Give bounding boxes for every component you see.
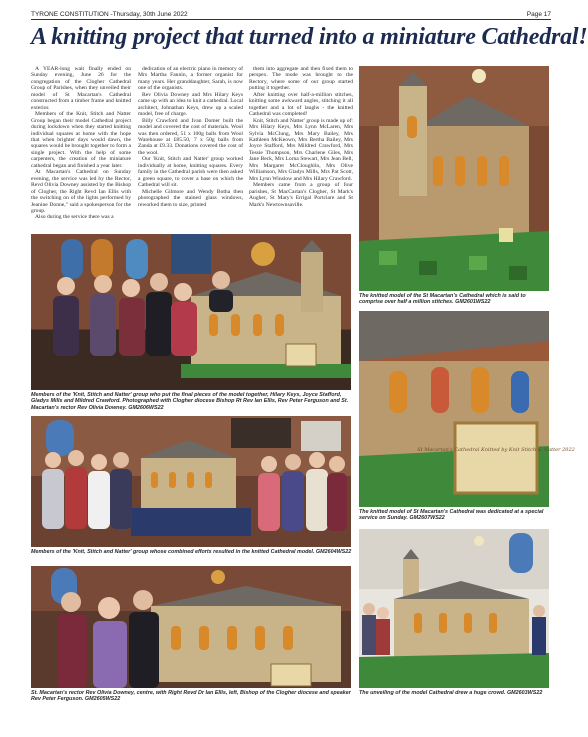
article-column-2 (138, 66, 243, 232)
article-paragraph: Also during the service there was a (35, 214, 114, 221)
article-headline: A knitting project that turned into a miniature Cathedral! (31, 24, 588, 50)
photo-caption: The knitted model of the St Macartan's Cathedral which is said to comprise over half a million stitches. GM2601WS22 (359, 293, 526, 306)
photo-model-cathedral (359, 66, 549, 291)
article-paragraph: Members of the Knit, Stitch and Natter Group began their model Cathedral project during lockdown when they started knitting individual squares at home with the hope that when brighter days would dawn, the squares would be brought together to form a single project. With the help of some carpenters, the creation of the miniature cathedral began and finished a year later. (31, 111, 131, 169)
photo-caption: St. Macartan's rector Rev Olivia Downey, centre, with Right Revd Dr Ian Ellis, left, Bishop of the Clogher diocese and speaker Rev Peter Ferguson. GM2605WS22 (31, 690, 351, 703)
article-paragraph: A YEAR-long wait finally ended on Sunday evening, June 26 for the congregation of the Clogher Cathedral Group of Parishes, when they unveiled their model of St Macartan's Cathedral constructed from a timber frame and knitted exterior. (31, 66, 131, 111)
photo-rector-and-bishop (31, 566, 351, 688)
article-paragraph: Michelle Gilmore and Wendy Botha then photographed the stained glass windows, reworked them to size, printed (138, 188, 243, 208)
photo-caption: The unveiling of the model Cathedral drew a huge crowd. GM2603WS22 (359, 690, 543, 696)
article-column-3 (249, 66, 353, 232)
masthead-page-number: Page 17 (526, 11, 551, 18)
article-paragraph: At Macartan's Cathedral on Sunday evening, the service was led by the Rector, Revd Olivia Downey assisted by the Bishop of Clogher, the Right Revd Ian Ellis with the switching on of the lights performed by Jeanine Donne," said a spokesperson for the group. (31, 169, 131, 214)
masthead-publication: TYRONE CONSTITUTION -Thursday, 30th June 2022 (31, 11, 188, 18)
article-paragraph: Billy Crawford and Ivan Domer built the model and covered the cost of materials. Wool was then ordered, 51 x 100g balls from Wool Warehouse at £85.50, 7 x 50g balls from Zanda at £9.33. Donations covered the cost of the wool. (138, 117, 243, 156)
article-paragraph: Knit, Stitch and Natter' group is made up of: Mrs Hilary Keys, Mrs Lynn McLaren, Mrs Sylvia McClung, Mrs Mary Bailey, Mrs Kathleen McKeown, Mrs Bertha Bailey, Mrs Joyce Stafford, Mrs Mildred Crawford, Mrs Tessie Thompson, Mrs Charlene Giles, Mrs Jane Beck, Mrs Lorna Stewart, Mrs Jean Bell, Mrs Margaret McCloughlin, Mrs Olive Williamson, Mrs Gladys Mills, Mrs Pat Scott, Mrs Lynn Winslow and Mrs Hilary Crawford. (249, 117, 353, 182)
photo-unveiling-crowd (359, 529, 549, 688)
article-paragraph: After knitting over half-a-million stitches, knitting some awkward angles, stitching it all together and a lot of laughs - the knitted Cathedral was completed! (249, 91, 353, 118)
article-paragraph: Rev Olivia Downey and Mrs Hilary Keys came up with an idea to knit a cathedral. Local architect, Johnathan Keys, drew up a scaled model, free of charge. (138, 91, 243, 118)
photo-caption: Members of the 'Knit, Stitch and Natter' group whose combined efforts resulted in the knitted Cathedral model. GM2604WS22 (31, 549, 352, 555)
article-paragraph: dedication of an electric piano in memory of Mrs Martha Fannin, a former organist for many years. Her granddaughter, Sarah, is now one of the organists. (138, 66, 243, 92)
photo-caption: The knitted model of St Macartan's Cathedral was dedicated at a special service on Sunday. GM2607WS22 (359, 509, 544, 522)
page-masthead (31, 8, 551, 20)
photo-knitting-group (31, 416, 351, 547)
photo-model-close-up (359, 311, 575, 507)
article-paragraph: Members came from a group of four parishes, St MacCartan's Clogher, St Mark's Augher, St Mary's Errigal Portclare and St Mark's Newtownsaville. (249, 182, 353, 208)
article-paragraph: them into aggregate and then fixed them to perspex. The mode was brought to the Rectory, where some of our group started putting it together. (249, 66, 353, 92)
certificate-text: St Macartan's Cathedral Knitted by Knit Stitch & Natter 2022 (417, 447, 575, 453)
photo-caption: Members of the 'Knit, Stitch and Natter' group who put the final pieces of the model together, Hilary Keys, Joyce Stafford, Gladys Mills and Mildred Crawford. Photographed with Clogher diocese Bishop Rt Rev Ian Ellis, Rev Peter Ferguson and St. Macartan's rector Rev Olivia Downey. GM2606WS22 (31, 392, 349, 411)
article-column-1 (31, 66, 131, 232)
article-paragraph: Our 'Knit, Stitch and Natter' group worked individually at home, knitting squares. Every family in the Cathedral parish were then asked a green square, to cover a base on which the Cathedral will sit. (138, 156, 243, 189)
photo-group-with-clergy (31, 234, 351, 390)
